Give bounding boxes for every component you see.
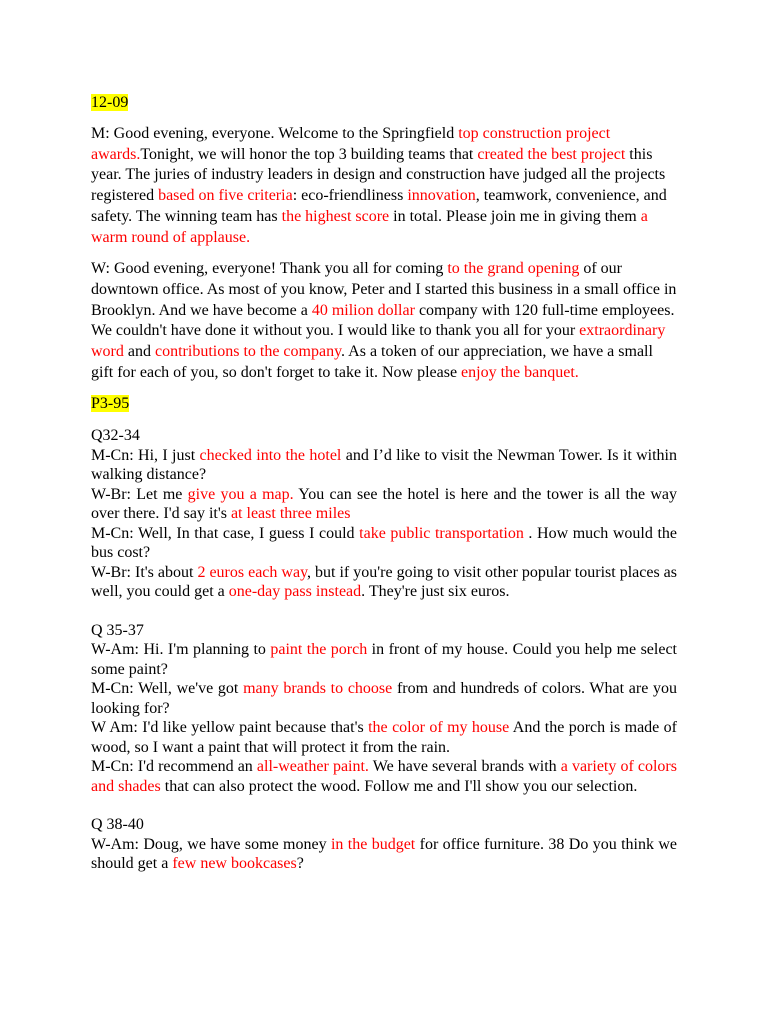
text-run: You can see the hotel is here and the tower is all the way over there. I'd say it's bbox=[91, 485, 677, 523]
text-run: M-Cn: Hi, I just bbox=[91, 446, 200, 464]
text-run: that can also protect the wood. Follow me and I'll show you our selection. bbox=[160, 777, 638, 795]
dialogue-lines bbox=[91, 446, 677, 602]
section-tag-p3-95 bbox=[91, 393, 677, 415]
dialogue-q35-37 bbox=[91, 621, 677, 797]
highlighted-phrase: all-weather paint. bbox=[256, 758, 369, 776]
text-run: and bbox=[123, 343, 155, 361]
text-run: of our downtown office. As most of you know, Peter and I started this business in a small office in Brooklyn. And we have become a bbox=[91, 260, 677, 319]
dialogue-line bbox=[91, 563, 677, 602]
dialogue-line bbox=[91, 718, 677, 757]
text-run: W: Good evening, everyone! Thank you all for coming bbox=[91, 260, 448, 278]
highlighted-phrase: few new bookcases bbox=[172, 855, 297, 873]
highlighted-phrase: extraordinary word bbox=[91, 322, 666, 361]
highlighted-tag: 12-09 bbox=[91, 94, 129, 111]
text-run: ? bbox=[296, 855, 304, 873]
highlighted-phrase: a variety of colors and shades bbox=[91, 758, 677, 795]
dialogue-line bbox=[91, 485, 677, 524]
highlighted-phrase: many brands to choose bbox=[243, 680, 393, 698]
text-run: . They're just six euros. bbox=[361, 583, 510, 601]
text-run: M-Cn: Well, In that case, I guess I could bbox=[91, 524, 360, 542]
text-run: , but if you're going to visit other popular tourist places as well, you could get a bbox=[91, 563, 678, 601]
highlighted-phrase: to the grand opening bbox=[447, 260, 580, 278]
highlighted-phrase: based on five criteria bbox=[158, 187, 293, 205]
text-run: W-Am: Hi. I'm planning to bbox=[91, 641, 271, 659]
highlighted-phrase: take public transportation bbox=[359, 524, 524, 542]
text-run: M: Good evening, everyone. Welcome to the Springfield bbox=[91, 125, 459, 142]
highlighted-phrase: contributions to the company bbox=[155, 343, 342, 361]
text-run: M-Cn: I'd recommend an bbox=[91, 758, 257, 776]
highlighted-phrase: give you a map. bbox=[187, 485, 294, 503]
dialogue-q38-40 bbox=[91, 815, 677, 874]
dialogue-line bbox=[91, 835, 677, 874]
text-run: W Am: I'd like yellow paint because that's bbox=[91, 719, 369, 737]
highlighted-phrase: enjoy the banquet. bbox=[461, 363, 579, 381]
text-run: : eco-friendliness bbox=[292, 187, 408, 205]
text-run: W-Br: It's about bbox=[91, 563, 198, 581]
highlighted-phrase: the highest score bbox=[281, 207, 390, 225]
dialogue-q32-34 bbox=[91, 426, 677, 602]
dialogue-lines bbox=[91, 640, 677, 796]
text-run: for office furniture. 38 Do you think we should get a bbox=[91, 835, 677, 873]
dialogue-heading: Q32-34 bbox=[91, 427, 140, 445]
highlighted-phrase: created the best project bbox=[477, 145, 626, 163]
highlighted-phrase: checked into the hotel bbox=[199, 446, 342, 464]
text-run: , teamwork, convenience, and safety. The winning team has bbox=[91, 187, 667, 225]
paragraph-awards-speech bbox=[91, 124, 677, 248]
text-run: We have several brands with bbox=[368, 758, 561, 776]
dialogue-line bbox=[91, 640, 677, 679]
dialogue-line bbox=[91, 679, 677, 718]
dialogue-line bbox=[91, 446, 677, 485]
document-body bbox=[91, 92, 677, 874]
highlighted-phrase: one-day pass instead bbox=[228, 583, 362, 601]
text-run: . As a token of our appreciation, we have a small gift for each of you, so don't forget to take it. Now please bbox=[91, 343, 653, 381]
highlighted-phrase: paint the porch bbox=[270, 641, 368, 659]
text-run: M-Cn: Well, we've got bbox=[91, 680, 244, 698]
dialogue-heading: Q 35-37 bbox=[91, 621, 144, 639]
paragraph-office-opening bbox=[91, 259, 677, 383]
text-run: Tonight, we will honor the top 3 building teams that bbox=[140, 145, 478, 163]
highlighted-phrase: 40 milion dollar bbox=[311, 301, 415, 319]
text-run: this year. The juries of industry leaders in design and construction have judged all the projects registered bbox=[91, 145, 666, 205]
text-run: W-Am: Doug, we have some money bbox=[91, 835, 331, 853]
highlighted-phrase: a warm round of applause. bbox=[91, 207, 648, 246]
highlighted-phrase: innovation bbox=[407, 187, 476, 205]
dialogue-lines bbox=[91, 835, 677, 874]
text-run: in front of my house. Could you help me select some paint? bbox=[91, 641, 678, 678]
text-run: . How much would the bus cost? bbox=[91, 524, 678, 562]
text-run: W-Br: Let me bbox=[91, 485, 188, 503]
highlighted-phrase: 2 euros each way bbox=[197, 563, 308, 581]
text-run: and I’d like to visit the Newman Tower. Is it within walking distance? bbox=[91, 446, 678, 484]
section-tag-12-09 bbox=[91, 92, 677, 114]
text-run: company with 120 full-time employees. We couldn't have done it without you. I would like to thank you all for your bbox=[91, 301, 675, 340]
highlighted-phrase: the color of my house bbox=[368, 719, 510, 737]
dialogue-line bbox=[91, 757, 677, 796]
text-run: from and hundreds of colors. What are you looking for? bbox=[91, 680, 678, 717]
text-run: And the porch is made of wood, so I want a paint that will protect it from the rain. bbox=[91, 719, 677, 756]
dialogue-line bbox=[91, 524, 677, 563]
highlighted-phrase: top construction project awards. bbox=[91, 125, 611, 163]
dialogue-heading: Q 38-40 bbox=[91, 816, 144, 834]
highlighted-tag: P3-95 bbox=[91, 395, 130, 413]
highlighted-phrase: at least three miles bbox=[230, 505, 351, 523]
highlighted-phrase: in the budget bbox=[330, 835, 416, 853]
text-run: in total. Please join me in giving them bbox=[389, 207, 641, 225]
